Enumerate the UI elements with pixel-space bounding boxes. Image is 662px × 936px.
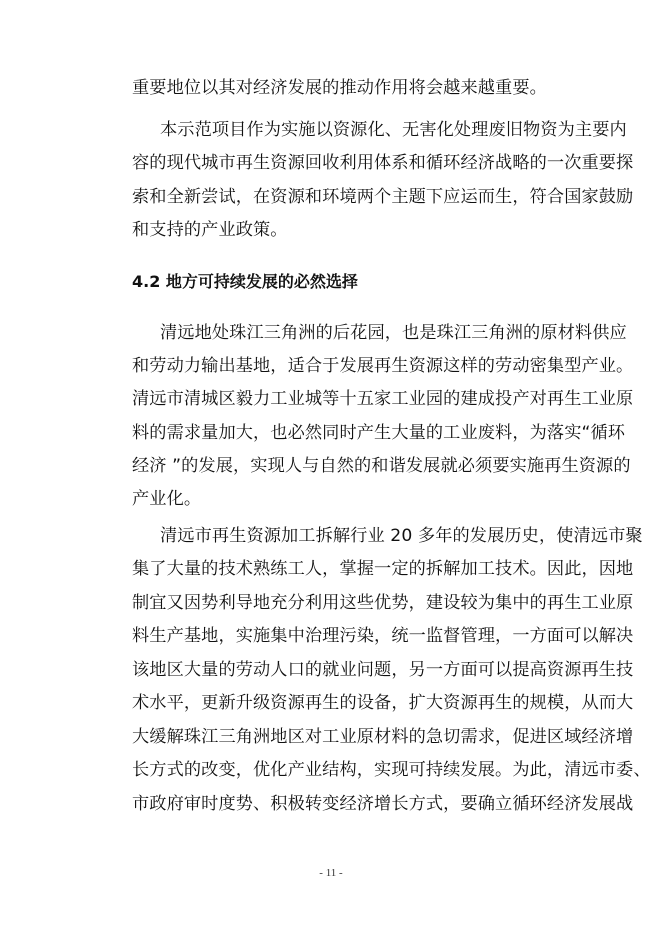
paragraph-2-line-2: 容的现代城市再生资源回收利用体系和循环经济战略的一次重要探 — [132, 153, 634, 173]
paragraph-4-line-8: 长方式的改变，优化产业结构，实现可持续发展。为此，清远市委、 — [132, 760, 651, 780]
paragraph-3-line-3: 清远市清城区毅力工业城等十五家工业园的建成投产对再生工业原 — [132, 389, 634, 409]
paragraph-3-line-2: 和劳动力输出基地，适合于发展再生资源这样的劳动密集型产业。 — [132, 356, 634, 376]
paragraph-3-line-1: 清远地处珠江三角洲的后花园，也是珠江三角洲的原材料供应 — [160, 323, 627, 343]
section-heading: 4.2 地方可持续发展的必然选择 — [132, 272, 358, 291]
paragraph-4-line-7: 大缓解珠江三角洲地区对工业原材料的急切需求，促进区域经济增 — [132, 727, 634, 747]
paragraph-4-line-6: 术水平，更新升级资源再生的设备，扩大资源再生的规模，从而大 — [132, 693, 634, 713]
page-number: - 11 - — [319, 867, 343, 879]
paragraph-3-line-4: 料的需求量加大，也必然同时产生大量的工业废料，为落实“循环 — [132, 423, 626, 443]
paragraph-4-line-5: 该地区大量的劳动人口的就业问题，另一方面可以提高资源再生技 — [132, 660, 634, 680]
paragraph-4-line-1: 清远市再生资源加工拆解行业 20 多年的发展历史，使清远市聚 — [160, 526, 643, 546]
paragraph-4-line-2: 集了大量的技术熟练工人，掌握一定的拆解加工技术。因此，因地 — [132, 559, 634, 579]
paragraph-2-line-3: 索和全新尝试，在资源和环境两个主题下应运而生，符合国家鼓励 — [132, 187, 634, 207]
paragraph-2-line-1: 本示范项目作为实施以资源化、无害化处理废旧物资为主要内 — [160, 120, 627, 140]
paragraph-3-line-5: 经济 ”的发展，实现人与自然的和谐发展就必须要实施再生资源的 — [132, 456, 631, 476]
paragraph-4-line-4: 料生产基地，实施集中治理污染，统一监督管理，一方面可以解决 — [132, 626, 634, 646]
paragraph-2-line-4: 和支持的产业政策。 — [132, 220, 288, 240]
paragraph-1-line-1: 重要地位以其对经济发展的推动作用将会越来越重要。 — [132, 78, 547, 98]
paragraph-3-line-6: 产业化。 — [132, 489, 202, 509]
paragraph-4-line-9: 市政府审时度势、积极转变经济增长方式，要确立循环经济发展战 — [132, 794, 634, 814]
paragraph-4-line-3: 制宜又因势利导地充分利用这些优势，建设较为集中的再生工业原 — [132, 593, 634, 613]
